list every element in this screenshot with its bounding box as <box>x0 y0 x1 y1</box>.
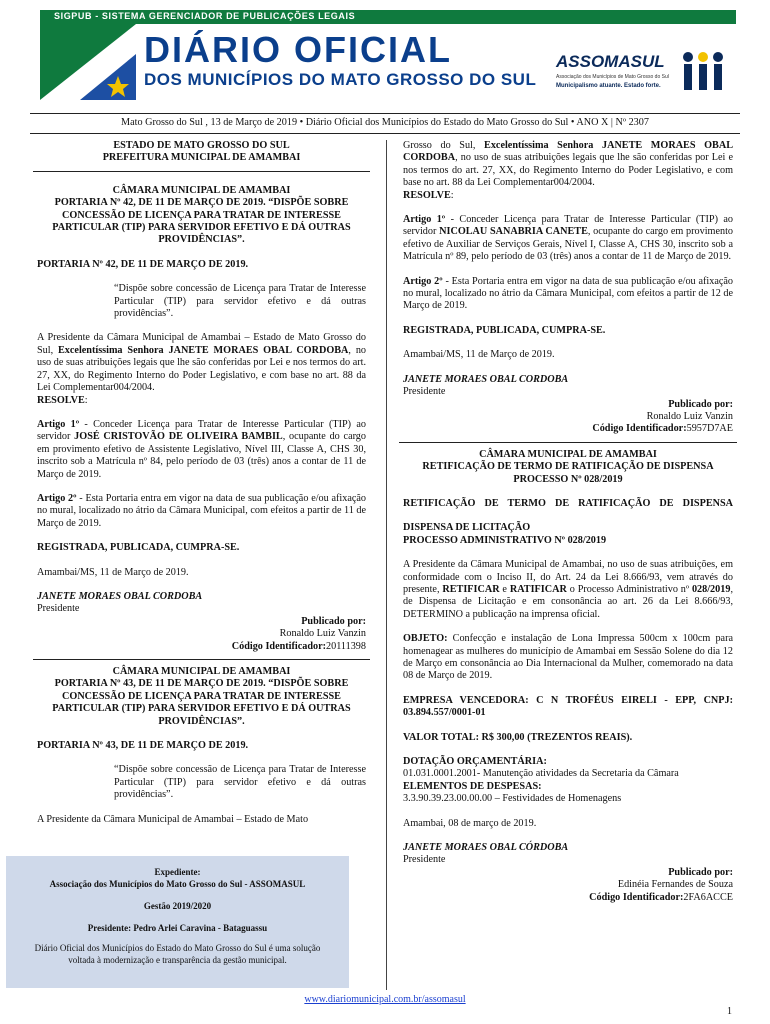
expediente-label: Expediente: <box>154 867 201 877</box>
portaria-43-resolve: RESOLVE: <box>403 189 454 201</box>
published-by-name: Ronaldo Luiz Vanzin <box>646 410 733 422</box>
state-heading: ESTADO DE MATO GROSSO DO SUL <box>113 140 290 151</box>
portaria-42-heading: PORTARIA Nº 42, DE 11 DE MARÇO DE 2019. <box>37 258 249 270</box>
dotacao-text: 01.031.0001.2001- Manutenção atividades da Secretaria da Câmara <box>403 768 679 780</box>
separator <box>33 659 370 660</box>
expediente-gestao: Gestão 2019/2020 <box>143 901 212 911</box>
published-by-name: Edinéia Fernandes de Souza <box>617 879 733 891</box>
portaria-42-article-2: Artigo 2º - Esta Portaria entra em vigor na data de sua publicação e/ou afixação no mural, localizado no átrio da Câmara Municipal, com efeitos a partir de 11 de Março de 2019. <box>37 492 367 529</box>
section-title-camara: CÂMARA MUNICIPAL DE AMAMBAI <box>479 448 657 460</box>
retificacao-place-date: Amambai, 08 de março de 2019. <box>403 817 537 829</box>
portaria-43-registrada: REGISTRADA, PUBLICADA, CUMPRA-SE. <box>403 324 606 336</box>
published-by-label: Publicado por: <box>301 615 366 627</box>
expediente-president: Presidente: Pedro Arlei Caravina - Bataguassu <box>87 923 268 933</box>
valor-total: VALOR TOTAL: R$ 300,00 (TREZENTOS REAIS). <box>403 731 633 743</box>
ms-flag-logo <box>40 24 136 100</box>
section-title-portaria-43: PORTARIA Nº 43, DE 11 DE MARÇO DE 2019. “DISPÕE SOBRE CONCESSÃO DE LICENÇA PARA TRATAR DE INTERESSE PARTICULAR (TIP) PARA SERVIDOR EFETIVO E DÁ OUTRAS PROVIDÊNCIAS”. <box>52 678 351 727</box>
section-title-camara: CÂMARA MUNICIPAL DE AMAMBAI <box>112 184 291 196</box>
section-title-portaria-42: PORTARIA Nº 42, DE 11 DE MARÇO DE 2019. “DISPÕE SOBRE CONCESSÃO DE LICENÇA PARA TRATAR DE INTERESSE PARTICULAR (TIP) PARA SERVIDOR EFETIVO E DÁ OUTRAS PROVIDÊNCIAS”. <box>52 197 351 246</box>
assomasul-name: ASSOMASUL <box>556 52 665 71</box>
assomasul-slogan: Municipalismo atuante. Estado forte. <box>556 83 661 89</box>
issue-header: Mato Grosso do Sul , 13 de Março de 2019 • Diário Oficial dos Municípios do Estado do Mato Grosso do Sul • ANO X | Nº 2307 <box>121 117 649 128</box>
published-by-label: Publicado por: <box>668 866 733 878</box>
right-column <box>403 140 733 904</box>
portaria-43-signer: JANETE MORAES OBAL CORDOBA <box>403 373 569 385</box>
retificacao-heading: RETIFICAÇÃO DE TERMO DE RATIFICAÇÃO DE DISPENSA <box>403 497 733 509</box>
section-title-retificacao: RETIFICAÇÃO DE TERMO DE RATIFICAÇÃO DE DISPENSA PROCESSO Nº 028/2019 <box>422 461 714 485</box>
dotacao-label: DOTAÇÃO ORÇAMENTÁRIA: <box>403 756 547 768</box>
assomasul-logo <box>556 46 736 98</box>
elementos-label: ELEMENTOS DE DESPESAS: <box>403 780 542 792</box>
section-title-camara: CÂMARA MUNICIPAL DE AMAMBAI <box>112 666 291 677</box>
portaria-42-ementa: “Dispõe sobre concessão de Licença para Tratar de Interesse Particular (TIP) para servidor efetivo e dá outras providências”. <box>114 283 366 320</box>
empresa-vencedora: EMPRESA VENCEDORA: C N TROFÉUS EIRELI - EPP, CNPJ: 03.894.557/0001-01 <box>403 694 733 719</box>
left-column <box>37 140 366 826</box>
portaria-43-preamble: A Presidente da Câmara Municipal de Amambai – Estado de Mato <box>37 813 309 825</box>
processo-heading: PROCESSO ADMINISTRATIVO Nº 028/2019 <box>403 534 607 546</box>
identifier-code: Código Identificador:5957D7AE <box>592 423 733 435</box>
portaria-42-signer: JANETE MORAES OBAL CORDOBA <box>37 590 203 602</box>
portaria-43-article-2: Artigo 2º - Esta Portaria entra em vigor na data de sua publicação e/ou afixação no mural, localizado no átrio da Câmara Municipal, com efeitos a partir de 12 de Março de 2019. <box>403 275 733 312</box>
portaria-43-ementa: “Dispõe sobre concessão de Licença para Tratar de Interesse Particular (TIP) para servidor efetivo e dá outras providências”. <box>114 764 366 801</box>
expediente-association: Associação dos Municípios do Mato Grosso do Sul - ASSOMASUL <box>49 879 306 889</box>
dispensa-heading: DISPENSA DE LICITAÇÃO <box>403 522 531 534</box>
separator <box>33 171 370 172</box>
assomasul-subtitle: Associação dos Municípios de Mato Grosso do Sul <box>556 74 669 80</box>
retificacao-body: A Presidente da Câmara Municipal de Amambai, no uso de suas atribuições, em conformidade com o Inciso II, do Art. 24 da Lei 8.666/93, vem através do presente, RETIFICAR e RATIFICAR o Processo Administrativo nº 028/2019, de Dispensa de Licitação e em consonância ao art. 26 da Lei 8.666/93, DETERMINO a publicação na imprensa oficial. <box>403 559 733 620</box>
elementos-text: 3.3.90.39.23.00.00.00 – Festividades de Homenagens <box>403 793 622 805</box>
page-number: 1 <box>727 1006 732 1017</box>
portaria-42-registrada: REGISTRADA, PUBLICADA, CUMPRA-SE. <box>37 542 240 554</box>
footer-website-link[interactable]: www.diariomunicipal.com.br/assomasul <box>304 994 466 1005</box>
portaria-42-resolve: RESOLVE: <box>37 394 88 406</box>
identifier-code: Código Identificador:2FA6ACCE <box>589 891 733 903</box>
portaria-42-article-1: Artigo 1º - Conceder Licença para Tratar de Interesse Particular (TIP) ao servidor JOSÉ CRISTOVÃO DE OLIVEIRA BAMBIL, ocupante do cargo em provimento efetivo de Assistente Legislativo, Nível III, Classe A, CHS 30, inscrito sob a Matrícula nº 84, pelo período de 03 (três) anos a contar de 11 de Março de 2019. <box>37 418 366 480</box>
identifier-code: Código Identificador:20111398 <box>231 640 366 652</box>
header-rule-bottom <box>30 133 740 134</box>
masthead <box>40 10 736 100</box>
expediente-box <box>6 856 349 988</box>
portaria-42-role: Presidente <box>37 603 80 615</box>
people-icon <box>680 50 726 99</box>
portaria-43-preamble-cont: Grosso do Sul, Excelentíssima Senhora JANETE MORAES OBAL CORDOBA, no uso de suas atribuições legais que lhe são conferidas por Lei e nos termos do art. 27, XX, do Regimento Interno do Poder Legislativo, e com base no art. 88 da Lei Complementar004/2004. <box>403 140 733 189</box>
diario-oficial-subtitle: DOS MUNICÍPIOS DO MATO GROSSO DO SUL <box>144 70 537 89</box>
header-rule-top <box>30 113 740 114</box>
portaria-43-heading: PORTARIA Nº 43, DE 11 DE MARÇO DE 2019. <box>37 740 249 752</box>
published-by-label: Publicado por: <box>668 398 733 410</box>
column-divider <box>386 140 387 990</box>
retificacao-signer: JANETE MORAES OBAL CÓRDOBA <box>403 842 569 854</box>
portaria-42-place-date: Amambai/MS, 11 de Março de 2019. <box>37 566 189 578</box>
portaria-42-preamble: A Presidente da Câmara Municipal de Amambai – Estado de Mato Grosso do Sul, Excelentíssima Senhora JANETE MORAES OBAL CORDOBA, no uso de suas atribuições legais que lhe são conferidas por Lei e nos termos do art. 27, XX, do Regimento Interno do Poder Legislativo, e com base no art. 88 da Lei Complementar004/2004. <box>37 332 367 394</box>
system-bar-label: SIGPUB - SISTEMA GERENCIADOR DE PUBLICAÇÕES LEGAIS <box>54 11 356 21</box>
diario-oficial-title: DIÁRIO OFICIAL <box>144 29 452 70</box>
prefeitura-heading: PREFEITURA MUNICIPAL DE AMAMBAI <box>102 152 301 164</box>
portaria-43-role: Presidente <box>403 386 446 398</box>
portaria-43-place-date: Amambai/MS, 11 de Março de 2019. <box>403 349 555 361</box>
expediente-description: Diário Oficial dos Municípios do Estado do Mato Grosso do Sul é uma solução voltada à modernização e transparência da gestão municipal. <box>34 943 321 965</box>
separator <box>399 442 737 443</box>
published-by-name: Ronaldo Luiz Vanzin <box>279 628 366 640</box>
objeto-paragraph: OBJETO: Confecção e instalação de Lona Impressa 500cm x 100cm para homenagear as mulheres do município de Amambai em Sessão Solene do dia 12 de Março em consonância ao Dia Internacional da Mulher, comemorado na data 08 de Março de 2019. <box>403 633 733 682</box>
system-bar <box>40 10 736 24</box>
retificacao-role: Presidente <box>403 854 446 866</box>
portaria-43-article-1: Artigo 1º - Conceder Licença para Tratar de Interesse Particular (TIP) ao servidor NICOLAU SANABRIA CANETE, ocupante do cargo em provimento efetivo de Auxiliar de Serviços Gerais, Nível I, Classe A, CHS 30, inscrito sob a Matrícula nº 89, pelo período de 03 (três) anos a contar de 11 de Março de 2019. <box>403 214 734 263</box>
